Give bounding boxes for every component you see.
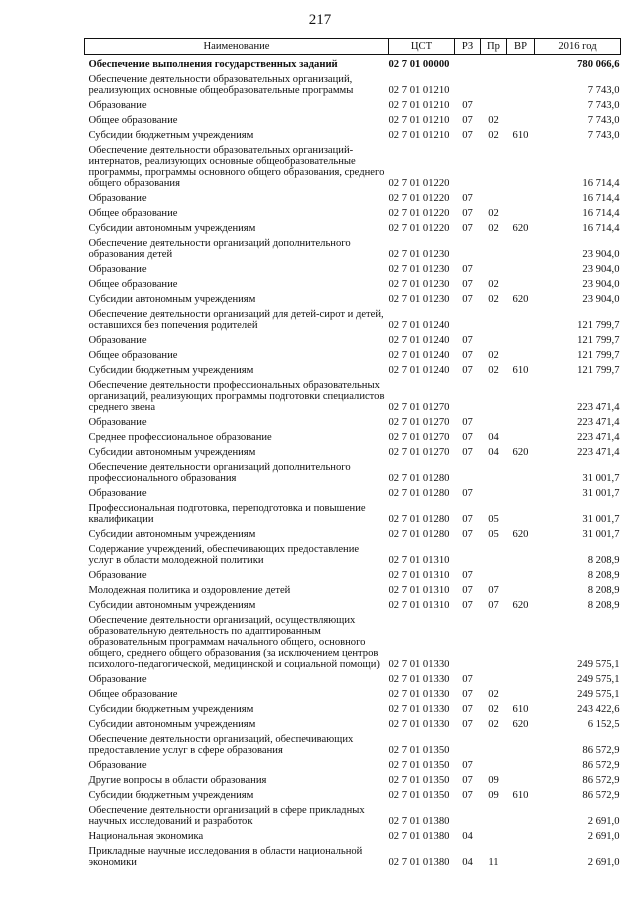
table-row: [85, 275, 621, 290]
row-name: Субсидии автономным учреждениям: [88, 223, 256, 234]
row-name: Образование: [88, 674, 147, 685]
row-vr: [507, 801, 535, 827]
row-name: Обеспечение деятельности образовательных организаций-интернатов, реализующих основные общеобразовательные программы, программы основного общего образования, среднего общего образования: [88, 145, 385, 189]
row-rz: 07: [462, 585, 473, 596]
row-vr: [507, 234, 535, 260]
row-cst: 02 7 01 01270: [388, 447, 450, 458]
row-amount: 223 471,4: [577, 447, 620, 458]
row-rz: 07: [462, 350, 473, 361]
row-vr: 620: [512, 719, 529, 730]
table-row: [85, 499, 621, 525]
row-amount: 249 575,1: [577, 659, 620, 670]
table-row: [85, 443, 621, 458]
row-rz: 07: [462, 514, 473, 525]
row-vr: [507, 413, 535, 428]
table-row: [85, 756, 621, 771]
row-name: Профессиональная подготовка, переподготовка и повышение квалификации: [88, 503, 366, 525]
table-row: [85, 346, 621, 361]
row-name: Содержание учреждений, обеспечивающих предоставление услуг в области молодежной политики: [88, 544, 360, 566]
row-pr: [481, 331, 507, 346]
table-row: [85, 771, 621, 786]
row-rz: [455, 458, 481, 484]
row-cst: 02 7 01 01380: [388, 831, 450, 842]
row-amount: 86 572,9: [582, 775, 620, 786]
row-cst: 02 7 01 01210: [388, 100, 450, 111]
row-name: Обеспечение деятельности организаций дополнительного профессионального образования: [88, 462, 351, 484]
row-amount: 121 799,7: [577, 365, 620, 376]
row-name: Образование: [88, 417, 147, 428]
row-cst: 02 7 01 01330: [388, 674, 450, 685]
row-rz: [455, 70, 481, 96]
row-pr: 11: [488, 857, 499, 868]
row-pr: [481, 730, 507, 756]
row-vr: [507, 484, 535, 499]
table-row: [85, 700, 621, 715]
row-cst: 02 7 01 01380: [388, 857, 450, 868]
row-cst: 02 7 01 01330: [388, 719, 450, 730]
row-amount: 23 904,0: [582, 294, 620, 305]
row-rz: 07: [462, 100, 473, 111]
row-name: Образование: [88, 193, 147, 204]
row-pr: [481, 189, 507, 204]
row-pr: [481, 801, 507, 827]
row-vr: [507, 141, 535, 189]
row-name: Образование: [88, 570, 147, 581]
row-rz: 07: [462, 704, 473, 715]
row-name: Обеспечение деятельности организаций, обеспечивающих предоставление услуг в сфере образования: [88, 734, 354, 756]
row-name: Обеспечение деятельности организаций дополнительного образования детей: [88, 238, 351, 260]
table-row: [85, 484, 621, 499]
row-rz: 07: [462, 719, 473, 730]
table-row: [85, 581, 621, 596]
table-row: [85, 55, 621, 71]
row-vr: [507, 428, 535, 443]
row-rz: [455, 234, 481, 260]
row-cst: 02 7 01 01270: [388, 432, 450, 443]
table-row: [85, 234, 621, 260]
table-row: [85, 685, 621, 700]
row-name: Образование: [88, 488, 147, 499]
row-cst: 02 7 01 01310: [388, 570, 450, 581]
table-row: [85, 801, 621, 827]
row-pr: 07: [488, 585, 499, 596]
header-name: Наименование: [85, 39, 389, 55]
row-vr: [507, 204, 535, 219]
row-pr: [481, 670, 507, 685]
row-cst: 02 7 01 01280: [388, 473, 450, 484]
row-rz: 07: [462, 264, 473, 275]
row-name: Обеспечение деятельности организаций в сфере прикладных научных исследований и разработок: [88, 805, 365, 827]
row-rz: [455, 141, 481, 189]
row-name: Субсидии бюджетным учреждениям: [88, 790, 254, 801]
table-row: [85, 189, 621, 204]
row-amount: 249 575,1: [577, 674, 620, 685]
row-amount: 86 572,9: [582, 790, 620, 801]
row-amount: 8 208,9: [587, 555, 620, 566]
row-rz: 07: [462, 279, 473, 290]
row-vr: 610: [512, 130, 529, 141]
row-rz: 07: [462, 447, 473, 458]
row-pr: [481, 141, 507, 189]
table-row: [85, 141, 621, 189]
row-amount: 223 471,4: [577, 432, 620, 443]
row-vr: [507, 275, 535, 290]
table-row: [85, 525, 621, 540]
row-cst: 02 7 01 01220: [388, 178, 450, 189]
row-vr: [507, 685, 535, 700]
row-vr: [507, 331, 535, 346]
row-pr: [481, 55, 507, 71]
row-name: Национальная экономика: [88, 831, 204, 842]
row-rz: 07: [462, 294, 473, 305]
row-vr: 620: [512, 294, 529, 305]
row-amount: 7 743,0: [587, 115, 620, 126]
row-vr: [507, 305, 535, 331]
row-pr: 09: [488, 775, 499, 786]
table-row: [85, 290, 621, 305]
row-pr: 07: [488, 600, 499, 611]
row-name: Субсидии автономным учреждениям: [88, 529, 256, 540]
row-rz: 07: [462, 115, 473, 126]
row-amount: 780 066,6: [577, 59, 620, 70]
row-vr: 610: [512, 790, 529, 801]
row-cst: 02 7 01 01220: [388, 223, 450, 234]
row-name: Субсидии автономным учреждениям: [88, 600, 256, 611]
row-rz: 07: [462, 775, 473, 786]
table-row: [85, 376, 621, 413]
row-vr: [507, 346, 535, 361]
row-rz: 07: [462, 130, 473, 141]
row-cst: 02 7 01 01270: [388, 402, 450, 413]
row-vr: [507, 670, 535, 685]
row-vr: 620: [512, 600, 529, 611]
row-cst: 02 7 01 01230: [388, 294, 450, 305]
row-cst: 02 7 01 01280: [388, 488, 450, 499]
row-name: Субсидии бюджетным учреждениям: [88, 704, 254, 715]
header-year: 2016 год: [535, 39, 621, 55]
row-vr: 610: [512, 704, 529, 715]
row-amount: 7 743,0: [587, 85, 620, 96]
row-name: Другие вопросы в области образования: [88, 775, 267, 786]
row-cst: 02 7 01 01310: [388, 585, 450, 596]
row-rz: 07: [462, 760, 473, 771]
row-cst: 02 7 01 01210: [388, 115, 450, 126]
row-amount: 121 799,7: [577, 335, 620, 346]
row-cst: 02 7 01 01310: [388, 555, 450, 566]
row-cst: 02 7 01 01330: [388, 689, 450, 700]
row-cst: 02 7 01 01210: [388, 85, 450, 96]
page-number: 217: [308, 12, 332, 28]
row-rz: 07: [462, 335, 473, 346]
table-row: [85, 827, 621, 842]
row-rz: 07: [462, 208, 473, 219]
row-vr: 620: [512, 529, 529, 540]
table-row: [85, 596, 621, 611]
row-name: Обеспечение деятельности профессиональных образовательных организаций, реализующих программы подготовки специалистов среднего звена: [88, 380, 385, 413]
row-amount: 243 422,6: [577, 704, 620, 715]
row-vr: [507, 55, 535, 71]
table-row: [85, 126, 621, 141]
row-name: Субсидии бюджетным учреждениям: [88, 130, 254, 141]
row-name: Общее образование: [88, 279, 178, 290]
row-amount: 31 001,7: [582, 514, 620, 525]
row-name: Образование: [88, 335, 147, 346]
row-cst: 02 7 01 01220: [388, 193, 450, 204]
row-rz: 07: [462, 432, 473, 443]
table-row: [85, 715, 621, 730]
row-name: Субсидии автономным учреждениям: [88, 447, 256, 458]
row-amount: 7 743,0: [587, 130, 620, 141]
table-row: [85, 842, 621, 868]
row-rz: 07: [462, 570, 473, 581]
row-vr: [507, 499, 535, 525]
row-amount: 16 714,4: [582, 178, 620, 189]
row-pr: 02: [488, 689, 499, 700]
row-name: Образование: [88, 264, 147, 275]
row-pr: [481, 458, 507, 484]
row-rz: [455, 55, 481, 71]
row-amount: 86 572,9: [582, 745, 620, 756]
row-cst: 02 7 01 01240: [388, 350, 450, 361]
row-rz: 07: [462, 488, 473, 499]
header-vr: ВР: [507, 39, 535, 55]
table-row: [85, 260, 621, 275]
row-name: Обеспечение деятельности организаций, осуществляющих образовательную деятельность по адаптированным образовательным программам начального общего, основного общего, среднего общего образования (за исключением центров психолого-педагогической, медицинской и социальной помощи): [88, 615, 380, 670]
table-row: [85, 611, 621, 670]
row-pr: 02: [488, 115, 499, 126]
row-amount: 249 575,1: [577, 689, 620, 700]
row-rz: 07: [462, 365, 473, 376]
row-cst: 02 7 01 01240: [388, 365, 450, 376]
row-name: Молодежная политика и оздоровление детей: [88, 585, 291, 596]
row-cst: 02 7 01 01280: [388, 529, 450, 540]
table-body: [85, 55, 621, 869]
row-vr: [507, 96, 535, 111]
row-pr: [481, 260, 507, 275]
table-row: [85, 786, 621, 801]
row-vr: [507, 260, 535, 275]
table-row: [85, 428, 621, 443]
row-cst: 02 7 01 01350: [388, 790, 450, 801]
row-pr: [481, 566, 507, 581]
row-cst: 02 7 01 01310: [388, 600, 450, 611]
row-pr: 04: [488, 447, 499, 458]
table-row: [85, 540, 621, 566]
row-vr: [507, 581, 535, 596]
row-vr: [507, 111, 535, 126]
row-pr: [481, 540, 507, 566]
row-vr: [507, 611, 535, 670]
row-rz: 07: [462, 529, 473, 540]
row-rz: 07: [462, 790, 473, 801]
table-row: [85, 458, 621, 484]
table-row: [85, 730, 621, 756]
budget-table: [84, 38, 621, 868]
row-pr: 05: [488, 514, 499, 525]
row-pr: 02: [488, 223, 499, 234]
row-name: Субсидии автономным учреждениям: [88, 719, 256, 730]
row-cst: 02 7 01 01270: [388, 417, 450, 428]
row-cst: 02 7 01 01350: [388, 745, 450, 756]
row-vr: [507, 771, 535, 786]
row-pr: 04: [488, 432, 499, 443]
row-amount: 16 714,4: [582, 223, 620, 234]
row-amount: 6 152,5: [587, 719, 620, 730]
row-vr: 620: [512, 447, 529, 458]
row-pr: 02: [488, 208, 499, 219]
row-amount: 8 208,9: [587, 585, 620, 596]
row-cst: 02 7 01 01230: [388, 249, 450, 260]
row-amount: 2 691,0: [587, 816, 620, 827]
row-name: Общее образование: [88, 350, 178, 361]
row-amount: 31 001,7: [582, 529, 620, 540]
row-name: Обеспечение выполнения государственных заданий: [88, 59, 338, 70]
row-pr: 02: [488, 350, 499, 361]
table-row: [85, 305, 621, 331]
row-rz: [455, 801, 481, 827]
row-amount: 16 714,4: [582, 208, 620, 219]
table-row: [85, 566, 621, 581]
table-row: [85, 413, 621, 428]
row-rz: 04: [462, 857, 473, 868]
row-amount: 2 691,0: [587, 857, 620, 868]
row-vr: [507, 566, 535, 581]
row-rz: 07: [462, 223, 473, 234]
table-row: [85, 219, 621, 234]
row-cst: 02 7 01 01240: [388, 335, 450, 346]
header-cst: ЦСТ: [389, 39, 455, 55]
row-vr: [507, 540, 535, 566]
row-rz: [455, 611, 481, 670]
row-vr: [507, 756, 535, 771]
row-rz: 04: [462, 831, 473, 842]
row-rz: 07: [462, 417, 473, 428]
row-pr: [481, 96, 507, 111]
row-rz: 07: [462, 600, 473, 611]
row-vr: [507, 827, 535, 842]
row-amount: 7 743,0: [587, 100, 620, 111]
row-pr: [481, 827, 507, 842]
row-name: Среднее профессиональное образование: [88, 432, 272, 443]
row-amount: 23 904,0: [582, 249, 620, 260]
row-amount: 16 714,4: [582, 193, 620, 204]
row-pr: 02: [488, 719, 499, 730]
row-cst: 02 7 01 01230: [388, 279, 450, 290]
row-name: Обеспечение деятельности организаций для детей-сирот и детей, оставшихся без попечения родителей: [88, 309, 384, 331]
table-header-row: [85, 39, 621, 55]
row-amount: 23 904,0: [582, 264, 620, 275]
row-name: Общее образование: [88, 208, 178, 219]
row-pr: 09: [488, 790, 499, 801]
row-cst: 02 7 01 01330: [388, 704, 450, 715]
row-amount: 2 691,0: [587, 831, 620, 842]
row-amount: 223 471,4: [577, 402, 620, 413]
row-amount: 31 001,7: [582, 473, 620, 484]
row-pr: 02: [488, 365, 499, 376]
row-rz: [455, 730, 481, 756]
row-pr: [481, 305, 507, 331]
row-vr: 620: [512, 223, 529, 234]
row-pr: 05: [488, 529, 499, 540]
table-row: [85, 361, 621, 376]
row-pr: 02: [488, 130, 499, 141]
row-amount: 31 001,7: [582, 488, 620, 499]
row-cst: 02 7 01 00000: [388, 59, 450, 70]
row-pr: [481, 484, 507, 499]
row-name: Прикладные научные исследования в области национальной экономики: [88, 846, 363, 868]
row-amount: 8 208,9: [587, 600, 620, 611]
row-name: Общее образование: [88, 689, 178, 700]
row-rz: [455, 376, 481, 413]
row-cst: 02 7 01 01210: [388, 130, 450, 141]
row-pr: [481, 234, 507, 260]
table-row: [85, 670, 621, 685]
row-name: Общее образование: [88, 115, 178, 126]
row-vr: 610: [512, 365, 529, 376]
row-rz: 07: [462, 193, 473, 204]
row-cst: 02 7 01 01220: [388, 208, 450, 219]
row-vr: [507, 730, 535, 756]
row-pr: 02: [488, 704, 499, 715]
row-vr: [507, 842, 535, 868]
row-cst: 02 7 01 01280: [388, 514, 450, 525]
row-pr: [481, 413, 507, 428]
row-cst: 02 7 01 01380: [388, 816, 450, 827]
row-name: Обеспечение деятельности образовательных организаций, реализующих основные общеобразовательные программы: [88, 74, 354, 96]
row-cst: 02 7 01 01330: [388, 659, 450, 670]
row-vr: [507, 458, 535, 484]
row-name: Образование: [88, 100, 147, 111]
row-amount: 121 799,7: [577, 350, 620, 361]
table-row: [85, 70, 621, 96]
row-name: Субсидии автономным учреждениям: [88, 294, 256, 305]
table-row: [85, 111, 621, 126]
row-pr: [481, 376, 507, 413]
table-row: [85, 96, 621, 111]
row-pr: 02: [488, 294, 499, 305]
row-name: Образование: [88, 760, 147, 771]
row-amount: 223 471,4: [577, 417, 620, 428]
table-row: [85, 204, 621, 219]
row-rz: 07: [462, 674, 473, 685]
row-pr: [481, 70, 507, 96]
row-amount: 86 572,9: [582, 760, 620, 771]
header-rz: РЗ: [455, 39, 481, 55]
row-cst: 02 7 01 01350: [388, 760, 450, 771]
row-rz: 07: [462, 689, 473, 700]
row-pr: [481, 756, 507, 771]
table-row: [85, 331, 621, 346]
row-vr: [507, 70, 535, 96]
row-vr: [507, 189, 535, 204]
row-name: Субсидии бюджетным учреждениям: [88, 365, 254, 376]
row-cst: 02 7 01 01240: [388, 320, 450, 331]
row-cst: 02 7 01 01350: [388, 775, 450, 786]
row-cst: 02 7 01 01230: [388, 264, 450, 275]
row-rz: [455, 540, 481, 566]
row-pr: [481, 611, 507, 670]
row-rz: [455, 305, 481, 331]
row-amount: 8 208,9: [587, 570, 620, 581]
row-pr: 02: [488, 279, 499, 290]
row-vr: [507, 376, 535, 413]
header-pr: Пр: [481, 39, 507, 55]
row-amount: 23 904,0: [582, 279, 620, 290]
row-amount: 121 799,7: [577, 320, 620, 331]
